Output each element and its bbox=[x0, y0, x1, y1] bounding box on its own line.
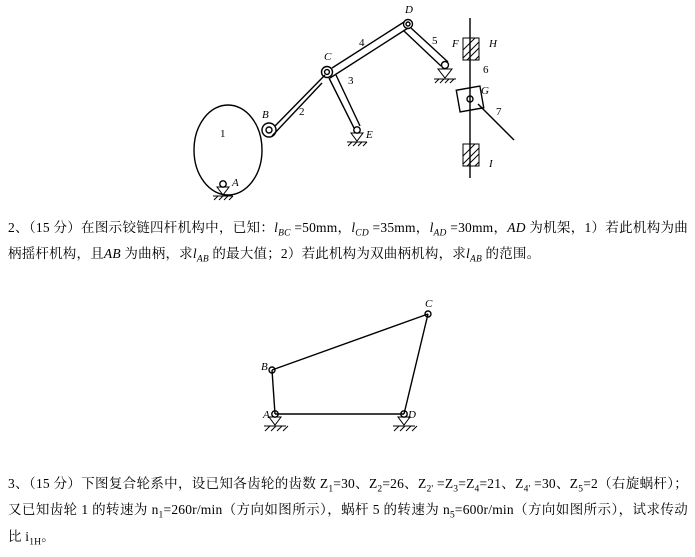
label-E: E bbox=[366, 129, 373, 141]
problem-3-s8: 1 bbox=[158, 511, 164, 521]
problem-3-s6: 4' bbox=[523, 484, 531, 495]
problem-2-s3: AD bbox=[433, 228, 447, 239]
crank-disc bbox=[194, 105, 262, 195]
figure-2-container bbox=[0, 292, 695, 442]
problem-2-v2: =35mm， bbox=[368, 220, 430, 235]
label-A: A bbox=[232, 177, 239, 189]
fixed-block-I bbox=[463, 144, 479, 166]
problem-2-t2: 为机架，1）若此机构为曲柄摇杆机构，且 bbox=[8, 220, 689, 262]
label-link-6: 6 bbox=[483, 64, 489, 76]
problem-2-l4: l bbox=[192, 246, 197, 262]
label-link-2: 2 bbox=[299, 106, 305, 118]
problem-2-t3: 为曲柄，求 bbox=[120, 246, 193, 262]
problem-3-t11: 。 bbox=[41, 528, 55, 544]
problem-3-t4: =Z bbox=[433, 476, 454, 491]
problem-3-s4: 3 bbox=[453, 484, 459, 495]
label-I: I bbox=[489, 158, 493, 170]
problem-2-s1: BC bbox=[278, 228, 291, 239]
problem-3-s9: 5 bbox=[449, 511, 455, 521]
joint-C-outer bbox=[322, 67, 333, 78]
problem-3-number: 3、 bbox=[8, 476, 29, 491]
problem-2-l1: l bbox=[274, 220, 279, 235]
label-H: H bbox=[489, 38, 497, 50]
problem-2-ad: AD bbox=[507, 220, 526, 235]
label-link-7: 7 bbox=[496, 106, 502, 118]
joint-B-inner bbox=[266, 127, 272, 133]
pivot-A bbox=[220, 181, 226, 187]
label-link-5: 5 bbox=[432, 35, 438, 47]
pivot-E-triangle bbox=[351, 133, 363, 141]
label-B2: B bbox=[261, 361, 268, 373]
problem-3-t9: =260r/min（方向如图所示），蜗杆 5 的转速为 n bbox=[163, 502, 450, 518]
problem-3-t6: =21、Z bbox=[479, 476, 524, 491]
joint-C-inner bbox=[325, 70, 330, 75]
link-CD bbox=[404, 314, 428, 414]
link-AB bbox=[272, 370, 275, 414]
problem-3-score: （15 分） bbox=[28, 476, 82, 491]
label-D2: D bbox=[408, 409, 416, 421]
link-4 bbox=[332, 22, 404, 68]
problem-2-number: 2、 bbox=[8, 220, 29, 235]
label-D: D bbox=[405, 4, 413, 16]
ground-E-hatch bbox=[348, 142, 367, 146]
pivot-F-triangle bbox=[438, 69, 452, 78]
link-BC bbox=[272, 314, 428, 370]
problem-3-s10: 1H bbox=[29, 537, 42, 548]
pivot-F bbox=[442, 62, 449, 69]
problem-3-text bbox=[8, 472, 688, 551]
problem-2-v1: =50mm， bbox=[290, 220, 352, 235]
problem-3-t2: =30、Z bbox=[333, 476, 378, 491]
problem-2-t1: 在图示铰链四杆机构中，已知： bbox=[81, 220, 275, 235]
problem-2-t4: 的最大值；2）若此机构为双曲柄机构，求 bbox=[208, 246, 466, 262]
link-2 bbox=[275, 75, 325, 126]
label-A2: A bbox=[263, 409, 270, 421]
problem-2-t5: 的范围。 bbox=[481, 246, 541, 262]
link-5 bbox=[411, 28, 448, 62]
figure-1-svg bbox=[0, 0, 695, 210]
ground-D2-hatch bbox=[394, 426, 417, 431]
label-F: F bbox=[452, 38, 459, 50]
problem-2-l5: l bbox=[465, 246, 470, 262]
label-link-3: 3 bbox=[348, 75, 354, 87]
label-G: G bbox=[481, 85, 489, 97]
problem-3-t5: =Z bbox=[458, 476, 475, 491]
label-C: C bbox=[324, 51, 332, 63]
fixed-block-H bbox=[463, 38, 479, 60]
link-4b bbox=[330, 28, 408, 78]
pivot-A2-triangle bbox=[269, 417, 281, 425]
ground-F-hatch bbox=[435, 79, 454, 83]
problem-3-t7: =30、Z bbox=[530, 476, 579, 491]
problem-2-s5: AB bbox=[469, 255, 482, 265]
label-link-4: 4 bbox=[359, 37, 365, 49]
problem-2-s2: CD bbox=[355, 228, 369, 239]
problem-2-s4: AB bbox=[196, 255, 209, 265]
problem-3-s2: 2 bbox=[377, 484, 383, 495]
problem-2-l3: l bbox=[429, 220, 434, 235]
problem-2-v3: =30mm， bbox=[446, 220, 508, 235]
ground-A2-hatch bbox=[265, 426, 288, 431]
problem-3-t8: =2（右旋蜗杆）；又已知齿轮 1 的转速为 n bbox=[8, 476, 688, 518]
problem-2-text bbox=[8, 216, 688, 269]
joint-D-inner bbox=[406, 22, 410, 26]
figure-1-container bbox=[0, 0, 695, 210]
label-B: B bbox=[262, 109, 269, 121]
problem-3-s3: 2' bbox=[426, 484, 434, 495]
problem-3-t3: =26、Z bbox=[382, 476, 427, 491]
problem-3-s5: 4 bbox=[474, 484, 480, 495]
label-C2: C bbox=[425, 298, 433, 310]
problem-3-t10: =600r/min（方向如图所示），试求传动比 i bbox=[8, 502, 688, 544]
problem-2-score: （15 分） bbox=[28, 220, 82, 235]
pivot-E bbox=[354, 127, 360, 133]
link-2b bbox=[272, 83, 322, 136]
problem-2-ab: AB bbox=[103, 246, 121, 262]
figure-2-svg bbox=[0, 292, 695, 442]
label-link-1: 1 bbox=[220, 128, 226, 140]
problem-3-s1: 1 bbox=[328, 484, 334, 495]
joint-D-outer bbox=[404, 20, 413, 29]
problem-3-s7: 5 bbox=[578, 484, 584, 495]
problem-2-l2: l bbox=[351, 220, 356, 235]
problem-3-t1: 下图复合轮系中，设已知各齿轮的齿数 Z bbox=[81, 476, 329, 491]
ground-A-hatch bbox=[214, 196, 233, 200]
